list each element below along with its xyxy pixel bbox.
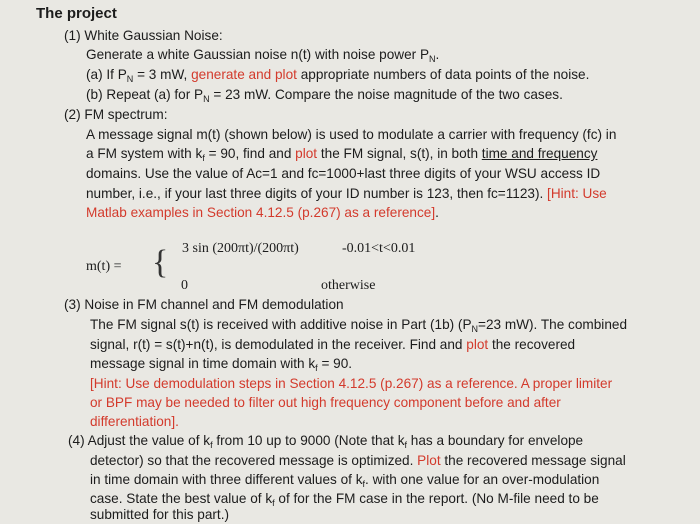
- section-4-line-2: detector) so that the recovered message is optimized. Plot the recovered message signal: [90, 453, 626, 468]
- section-2-line-4: number, i.e., if your last three digits of your ID number is 123, then fc=1123). [Hint: Use: [86, 186, 607, 201]
- section-3-hint-1: [Hint: Use demodulation steps in Section 4.12.5 (p.267) as a reference. A proper limiter: [90, 376, 613, 391]
- section-2-line-1: A message signal m(t) (shown below) is used to modulate a carrier with frequency (fc) in: [86, 127, 617, 142]
- section-4-line-1: (4) Adjust the value of $k_f$ from 10 up to 9000 (Note that $k_f$ has a boundary for envelope: [68, 433, 584, 450]
- equation-brace: {: [152, 244, 169, 281]
- section-2-line-5: Matlab examples in Section 4.12.5 (p.267) as a reference].: [86, 205, 439, 220]
- section-3-line-2: signal, r(t) = s(t)+n(t), is demodulated in the receiver. Find and plot the recovered: [90, 337, 576, 352]
- section-3-hint-3: differentiation].: [90, 414, 179, 429]
- section-1-intro: Generate a white Gaussian noise n(t) with noise power $P_N$.: [86, 47, 440, 64]
- equation-case-1-expr: 3 sin (200πt)/(200πt): [182, 241, 299, 256]
- page-title: The project: [36, 5, 117, 22]
- section-3-line-3: message signal in time domain with $k_f = 90$.: [90, 356, 353, 373]
- equation-case-2-expr: 0: [181, 278, 188, 293]
- equation-lhs: m(t) =: [86, 259, 122, 274]
- section-4-line-3: in time domain with three different values of $k_f$. with one value for an over-modulation: [90, 472, 600, 489]
- section-3-heading: (3) Noise in FM channel and FM demodulation: [64, 297, 344, 312]
- section-3-hint-2: or BPF may be needed to filter out high frequency component before and after: [90, 395, 561, 410]
- section-2-line-3: domains. Use the value of Ac=1 and fc=1000+last three digits of your WSU access ID: [86, 166, 601, 181]
- equation-case-1-condition: -0.01<t<0.01: [342, 241, 416, 256]
- equation-case-2-condition: otherwise: [321, 278, 376, 293]
- section-1-heading: (1) White Gaussian Noise:: [64, 28, 223, 43]
- section-1-part-a: (a) If $P_N = 3$ mW, generate and plot appropriate numbers of data points of the noise.: [86, 67, 590, 84]
- section-4-line-4: case. State the best value of $k_f$ of for the FM case in the report. (No M-file need to be: [90, 491, 599, 508]
- section-2-line-2: a FM system with $k_f = 90$, find and plot the FM signal, s(t), in both time and frequency: [86, 146, 598, 163]
- section-2-heading: (2) FM spectrum:: [64, 107, 168, 122]
- section-3-line-1: The FM signal s(t) is received with additive noise in Part (1b) ($P_N=23$ mW). The combined: [90, 317, 627, 334]
- section-4-line-5: submitted for this part.): [90, 507, 230, 522]
- section-1-part-b: (b) Repeat (a) for $P_N = 23$ mW. Compare the noise magnitude of the two cases.: [86, 87, 563, 104]
